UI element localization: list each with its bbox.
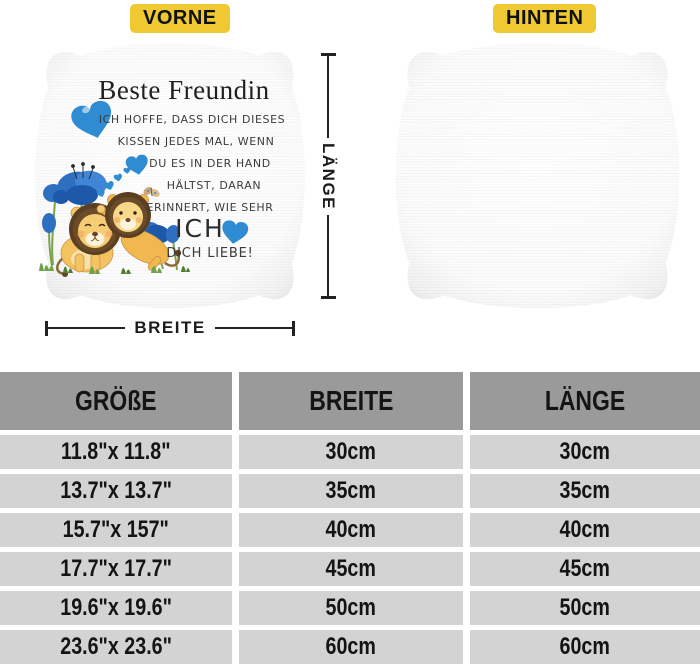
table-cell: 23.6"x 23.6"	[0, 630, 232, 664]
table-cell: 45cm	[470, 552, 700, 586]
table-cell: 50cm	[470, 591, 700, 625]
dimension-endcap	[292, 321, 295, 336]
table-header-laenge: LÄNGE	[470, 372, 700, 430]
width-label: BREITE	[134, 318, 206, 337]
table-cell: 19.6"x 19.6"	[0, 591, 232, 625]
table-cell: 40cm	[239, 513, 463, 547]
table-cell: 35cm	[239, 474, 463, 508]
pillow-message-line: KISSEN JEDES MAL, WENN	[117, 135, 275, 148]
table-header-groesse: GRÖßE	[0, 372, 232, 430]
length-label: LÄNGE	[319, 142, 338, 210]
pillow-emphasis-word: ICH	[175, 214, 225, 243]
table-cell: 60cm	[470, 630, 700, 664]
pillow-message-line: ERINNERT, WIE SEHR	[146, 201, 274, 214]
table-cell: 35cm	[470, 474, 700, 508]
dimension-line	[327, 56, 329, 138]
table-cell: 11.8"x 11.8"	[0, 435, 232, 469]
pillow-back	[385, 33, 690, 318]
size-table	[0, 372, 700, 664]
dimension-line	[48, 327, 125, 329]
table-cell: 15.7"x 157"	[0, 513, 232, 547]
width-dimension	[45, 316, 295, 340]
pillow-message-line: HÄLTST, DARAN	[166, 179, 262, 192]
dimension-endcap	[321, 296, 336, 299]
pillow-closing-line: DICH LIEBE!	[166, 246, 254, 261]
dimension-line	[327, 215, 329, 297]
table-cell: 30cm	[239, 435, 463, 469]
length-dimension	[319, 53, 337, 299]
dimension-line	[215, 327, 292, 329]
pillow-title: Beste Freundin	[98, 75, 270, 105]
table-cell: 17.7"x 17.7"	[0, 552, 232, 586]
table-cell: 50cm	[239, 591, 463, 625]
pillow-message-line: DU ES IN DER HAND	[149, 157, 271, 170]
front-badge: VORNE	[130, 4, 230, 33]
table-cell: 40cm	[470, 513, 700, 547]
table-cell: 13.7"x 13.7"	[0, 474, 232, 508]
back-badge: HINTEN	[493, 4, 596, 33]
table-cell: 30cm	[470, 435, 700, 469]
table-cell: 60cm	[239, 630, 463, 664]
table-header-breite: BREITE	[239, 372, 463, 430]
table-cell: 45cm	[239, 552, 463, 586]
pillow-message-line: ICH HOFFE, DASS DICH DIESES	[98, 113, 286, 126]
pillow-front	[25, 33, 315, 318]
pillow-back-shape	[385, 33, 690, 318]
